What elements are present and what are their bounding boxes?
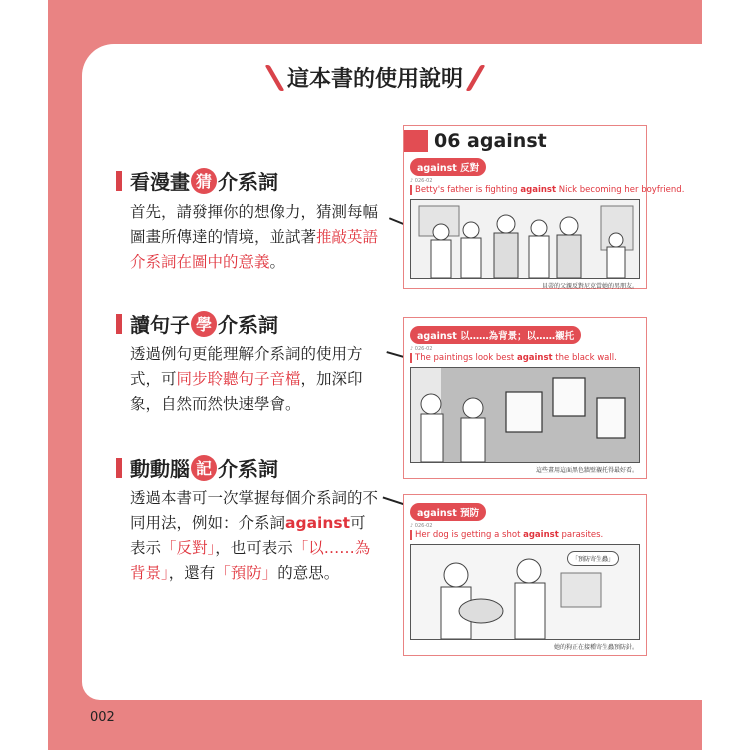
heading-text: 讀句子: [130, 313, 190, 337]
heading-circle-char: 記: [191, 455, 217, 481]
example-card-3: [403, 494, 647, 656]
heading-circle-char: 猜: [191, 168, 217, 194]
section2-paragraph: [130, 342, 380, 417]
comic-gallery-drawing: [411, 368, 639, 462]
para-highlight: 「反對」: [161, 539, 216, 557]
card-header: [404, 126, 646, 156]
heading-text: 介系詞: [218, 313, 278, 337]
page-title: [272, 62, 478, 93]
heading-text: 介系詞: [218, 170, 278, 194]
comic-illustration: [410, 367, 640, 463]
comic-caption: 這些畫用這面黑色牆壁襯托得最好看。: [535, 467, 638, 474]
para-text: ，加深印象，自然而然快速學會。: [130, 370, 363, 413]
heading-text: 看漫畫: [130, 170, 190, 194]
audio-track-label: ♪ 026-02: [410, 346, 433, 352]
audio-track-label: ♪ 026-02: [410, 523, 433, 529]
ex-text: Her dog is getting a shot: [415, 530, 524, 540]
usage-tag: against 預防: [410, 503, 486, 521]
right-slash-decoration: [465, 65, 485, 91]
card-heading-word: 06 against: [434, 130, 547, 152]
heading-bar: [116, 171, 122, 191]
para-text: ，也可表示: [215, 539, 293, 557]
para-text: ，還有: [168, 564, 216, 582]
ex-keyword: against: [520, 185, 557, 195]
heading-circle-char: 學: [191, 311, 217, 337]
comic-people-drawing: [411, 200, 639, 278]
usage-tag: against 以……為背景；以……襯托: [410, 326, 581, 344]
para-text: 。: [269, 253, 286, 271]
section3-paragraph: [130, 486, 380, 586]
para-text: 可表示: [130, 514, 366, 557]
section1-heading: [116, 166, 278, 195]
ex-text: parasites.: [558, 530, 604, 540]
para-highlight: 「以……為背景」: [130, 539, 371, 582]
usage-tag: against 反對: [410, 158, 486, 176]
para-text: 透過本書可一次掌握每個介系詞的不同用法，例如：介系詞: [130, 489, 379, 532]
ex-text: The paintings look best: [415, 353, 517, 363]
ex-text: Nick becoming her boyfriend.: [556, 185, 685, 195]
example-sentence: [410, 185, 685, 195]
title-bar: [0, 62, 750, 95]
heading-bar: [116, 314, 122, 334]
comic-caption: 她的狗正在接種寄生蟲預防針。: [553, 644, 638, 651]
heading-text: 動動腦: [130, 457, 190, 481]
left-slash-decoration: [264, 65, 284, 91]
title-text: 這本書的使用說明: [286, 67, 463, 92]
example-card-1: [403, 125, 685, 290]
example-card-2: [403, 317, 647, 479]
para-text: 透過例句更能理解介系詞的使用方式，可: [130, 345, 363, 388]
section3-heading: [116, 453, 278, 482]
ex-keyword: against: [516, 353, 553, 363]
para-highlight: 同步聆聽句子音檔: [176, 370, 301, 388]
para-highlight: 「預防」: [215, 564, 278, 582]
para-highlight: against: [285, 514, 351, 532]
heading-bar: [116, 458, 122, 478]
section2-heading: [116, 309, 278, 338]
example-sentence: [410, 353, 640, 363]
para-text: 的意思。: [277, 564, 340, 582]
audio-track-label: ♪ 026-02: [410, 178, 433, 184]
speech-bubble: 「預防寄生蟲」: [567, 551, 619, 566]
card-header-block: [404, 130, 428, 152]
comic-illustration: [410, 199, 640, 279]
ex-keyword: against: [523, 530, 559, 540]
ex-text: Betty's father is fighting: [415, 185, 521, 195]
page-number: 002: [90, 710, 115, 725]
section1-paragraph: [130, 200, 380, 275]
ex-text: the black wall.: [552, 353, 617, 363]
comic-caption: 貝蒂的父親反對尼克當她的男朋友。: [541, 283, 638, 290]
para-highlight: 推敲英語介系詞在圖中的意義: [130, 228, 379, 271]
heading-text: 介系詞: [218, 457, 278, 481]
para-text: 首先，請發揮你的想像力，猜測每幅圖畫所傳達的情境，並試著: [130, 203, 379, 246]
example-sentence: [410, 530, 640, 540]
comic-illustration: [410, 544, 640, 640]
